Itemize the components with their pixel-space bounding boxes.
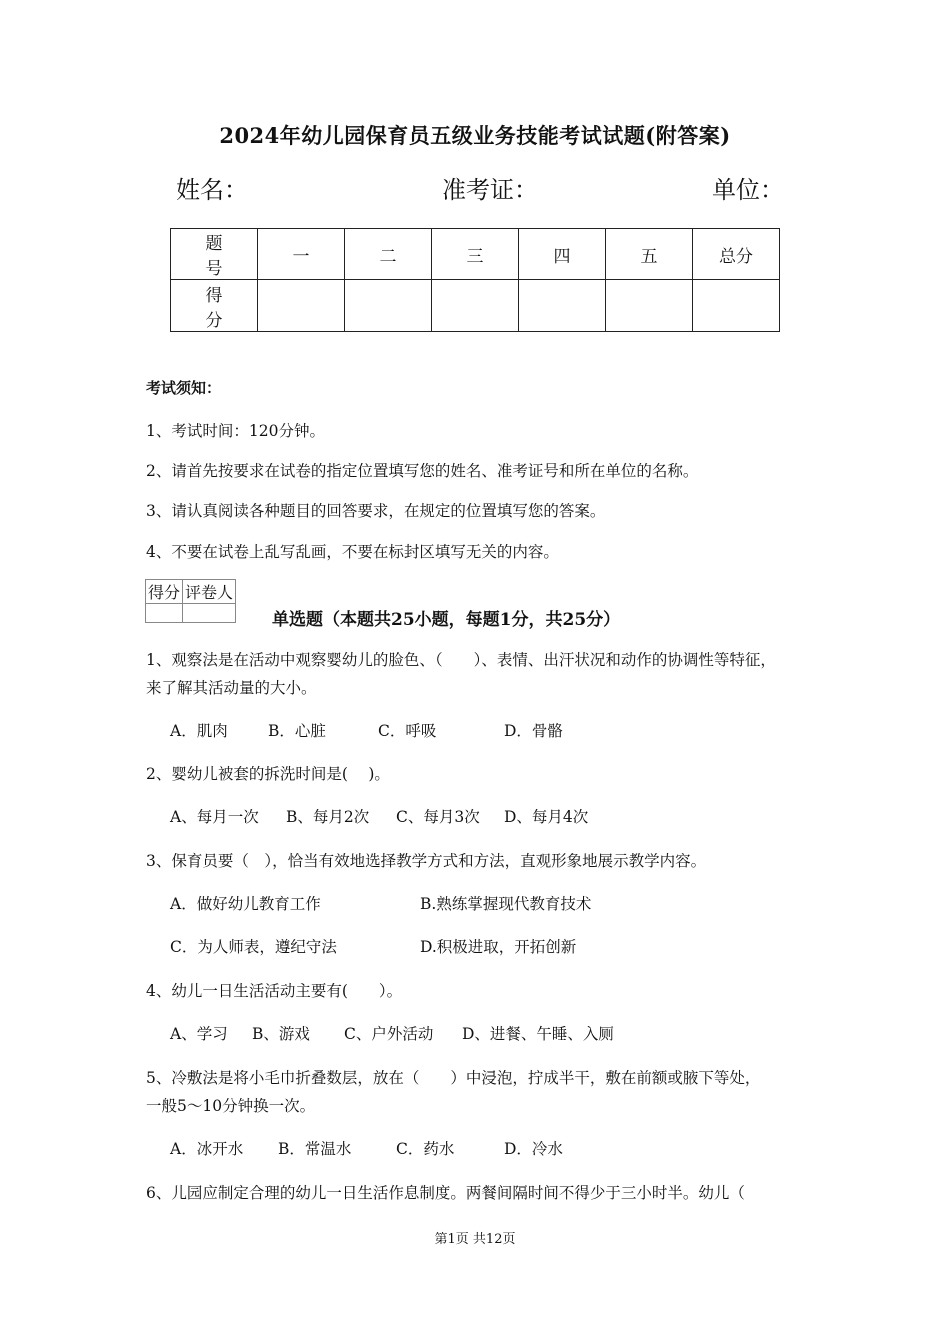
answer-option[interactable]: C、每月3次 — [396, 808, 480, 826]
grader-name-label: 评卷人 — [183, 580, 236, 604]
grader-score-cell[interactable] — [146, 604, 183, 623]
score-header-cell: 一 — [258, 229, 345, 280]
section-title: 单选题（本题共25小题，每题1分，共25分） — [272, 610, 621, 630]
grader-name-cell[interactable] — [183, 604, 236, 623]
question-text: 5、冷敷法是将小毛巾折叠数层，放在（ ）中浸泡，拧成半干，敷在前额或腋下等处， — [146, 1069, 761, 1087]
question-text: 来了解其活动量的大小。 — [146, 679, 317, 697]
notice-title: 考试须知： — [146, 379, 222, 397]
question-text: 4、幼儿一日生活活动主要有( ）。 — [146, 982, 403, 1000]
score-cell[interactable] — [519, 280, 606, 332]
answer-option[interactable]: C．为人师表，遵纪守法 — [170, 938, 337, 956]
score-cell[interactable] — [345, 280, 432, 332]
answer-option[interactable]: D．冷水 — [504, 1140, 563, 1158]
question-text: 1、观察法是在活动中观察婴幼儿的脸色、（ ）、表情、出汗状况和动作的协调性等特征， — [146, 651, 776, 669]
question-text: 6、儿园应制定合理的幼儿一日生活作息制度。两餐间隔时间不得少于三小时半。幼儿（ — [146, 1184, 745, 1202]
answer-option[interactable]: D、进餐、午睡、入厕 — [462, 1025, 614, 1043]
score-cell[interactable] — [432, 280, 519, 332]
score-header-cell: 五 — [606, 229, 693, 280]
answer-option[interactable]: B、每月2次 — [286, 808, 370, 826]
score-header-cell: 总分 — [693, 229, 780, 280]
score-header-cell: 三 — [432, 229, 519, 280]
answer-option[interactable]: A．冰开水 — [170, 1140, 244, 1158]
answer-option[interactable]: C．呼吸 — [378, 722, 437, 740]
answer-option[interactable]: A、每月一次 — [170, 808, 259, 826]
score-header-cell: 四 — [519, 229, 606, 280]
grader-score-label: 得分 — [146, 580, 183, 604]
score-header-cell: 题 号 — [171, 229, 258, 280]
grader-table — [145, 579, 236, 623]
score-cell[interactable] — [606, 280, 693, 332]
answer-option[interactable]: B．常温水 — [278, 1140, 352, 1158]
answer-option[interactable]: D.积极进取，开拓创新 — [420, 938, 577, 956]
score-cell[interactable] — [258, 280, 345, 332]
exam-id-label: 准考证： — [442, 176, 538, 204]
score-row-label: 得 分 — [171, 280, 258, 332]
answer-option[interactable]: A．做好幼儿教育工作 — [170, 895, 321, 913]
score-cell[interactable] — [693, 280, 780, 332]
name-label: 姓名： — [176, 176, 248, 204]
notice-item: 3、请认真阅读各种题目的回答要求，在规定的位置填写您的答案。 — [146, 502, 606, 520]
answer-option[interactable]: D．骨骼 — [504, 722, 563, 740]
answer-option[interactable]: D、每月4次 — [504, 808, 589, 826]
unit-label: 单位： — [712, 176, 784, 204]
notice-item: 1、考试时间：120分钟。 — [146, 422, 325, 440]
answer-option[interactable]: B.熟练掌握现代教育技术 — [420, 895, 592, 913]
answer-option[interactable]: A．肌肉 — [170, 722, 228, 740]
question-text: 一般5～10分钟换一次。 — [146, 1097, 316, 1115]
score-table-header-row — [171, 229, 780, 280]
page-title: 2024年幼儿园保育员五级业务技能考试试题(附答案) — [219, 123, 731, 148]
answer-option[interactable]: B．心脏 — [268, 722, 326, 740]
answer-option[interactable]: C．药水 — [396, 1140, 455, 1158]
notice-item: 4、不要在试卷上乱写乱画，不要在标封区填写无关的内容。 — [146, 543, 559, 561]
score-table-score-row — [171, 280, 780, 332]
question-text: 3、保育员要（ ），恰当有效地选择教学方式和方法，直观形象地展示教学内容。 — [146, 852, 707, 870]
answer-option[interactable]: B、游戏 — [252, 1025, 310, 1043]
question-text: 2、婴幼儿被套的拆洗时间是( )。 — [146, 765, 390, 783]
notice-item: 2、请首先按要求在试卷的指定位置填写您的姓名、准考证号和所在单位的名称。 — [146, 462, 699, 480]
score-header-cell: 二 — [345, 229, 432, 280]
answer-option[interactable]: C、户外活动 — [344, 1025, 434, 1043]
score-table — [170, 228, 780, 332]
answer-option[interactable]: A、学习 — [170, 1025, 228, 1043]
page-footer: 第1页 共12页 — [434, 1232, 516, 1247]
